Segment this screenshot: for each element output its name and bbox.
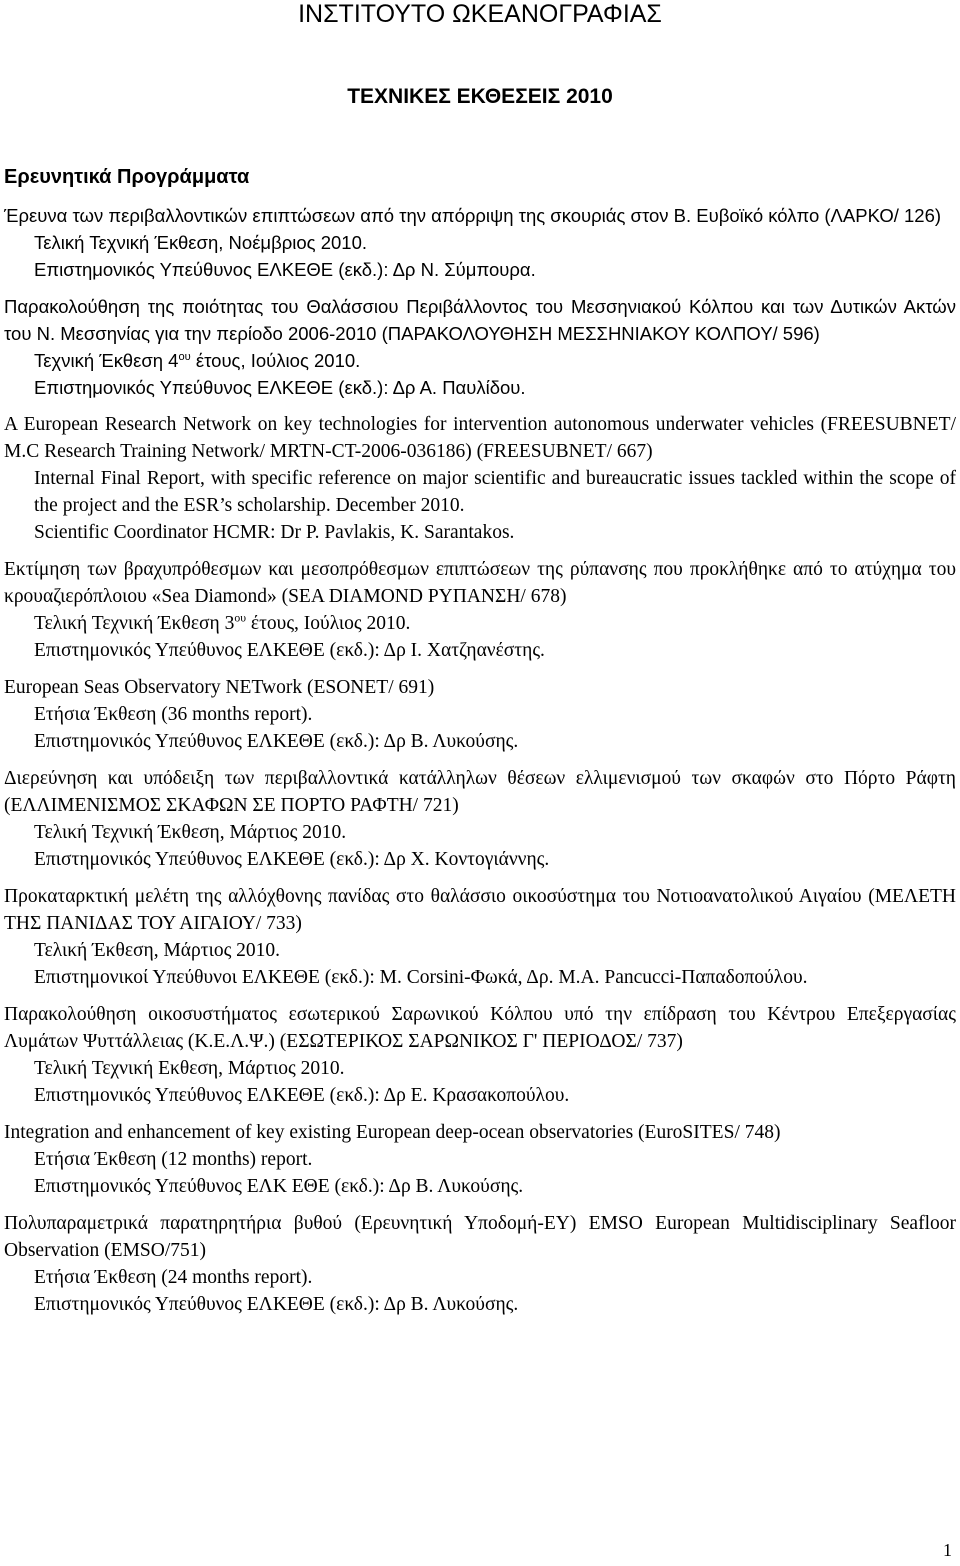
entry-report-suffix: έτους, Ιούλιος 2010. — [190, 350, 361, 371]
entry-coordinator: Επιστημονικός Υπεύθυνος ΕΛΚΕΘΕ (εκδ.): Δρ Β. Λυκούσης. — [34, 1294, 519, 1315]
entry-report-ordinal: ου — [234, 611, 247, 625]
entry-report: Τελική Έκθεση, Μάρτιος 2010. — [34, 940, 281, 961]
entry-coordinator: Επιστημονικός Υπεύθυνος ΕΛΚΕΘΕ (εκδ.): Δρ Ι. Χατζηανέστης. — [34, 640, 545, 661]
entry-title: A European Research Network on key technologies for intervention autonomous underwater vehicles (FREESUBNET/ M.C Research Training Network/ MRTN-CT-2006-036186) (FREESUBNET/ 667) — [4, 414, 956, 462]
entry-report-prefix: Τελική Τεχνική Έκθεση 3 — [34, 613, 235, 634]
entry-report — [4, 347, 956, 374]
entry-title: Προκαταρκτική μελέτη της αλλόχθονης πανίδας στο θαλάσσιο οικοσύστημα του Νοτιοανατολικού Αιγαίου (ΜΕΛΕΤΗ ΤΗΣ ΠΑΝΙΔΑΣ ΤΟΥ ΑΙΓΑΙΟΥ/ 733) — [4, 886, 956, 934]
entry-title: Παρακολούθηση της ποιότητας του Θαλάσσιου Περιβάλλοντος του Μεσσηνιακού Κόλπου και των Δυτικών Ακτών του Ν. Μεσσηνίας για την περίοδο 2006-2010 (ΠΑΡΑΚΟΛΟΥΘΗΣΗ ΜΕΣΣΗΝΙΑΚΟΥ ΚΟΛΠΟΥ/ 596) — [4, 296, 956, 344]
entry-coordinator: Επιστημονικός Υπεύθυνος ΕΛΚΕΘΕ (εκδ.): Δρ Ν. Σύμπουρα. — [34, 259, 536, 280]
entry-title: Εκτίμηση των βραχυπρόθεσμων και μεσοπρόθεσμων επιπτώσεων της ρύπανσης που προκλήθηκε από το ατύχημα του κρουαζιερόπλοιου «Sea Diamond» (SEA DIAMOND ΡΥΠΑΝΣΗ/ 678) — [4, 559, 956, 607]
entry-report — [4, 610, 956, 637]
report-entry — [4, 765, 956, 873]
entry-report: Ετήσια Έκθεση (12 months) report. — [34, 1149, 313, 1170]
report-entry — [4, 1001, 956, 1109]
report-entry — [4, 556, 956, 664]
entry-coordinator: Επιστημονικός Υπεύθυνος ΕΛΚ ΕΘΕ (εκδ.): Δρ Β. Λυκούσης. — [34, 1176, 524, 1197]
entry-title: Έρευνα των περιβαλλοντικών επιπτώσεων από την απόρριψη της σκουριάς στον Β. Ευβοϊκό κόλπο (ΛΑΡΚΟ/ 126) — [4, 205, 942, 226]
report-entry — [4, 202, 956, 283]
entry-coordinator: Scientific Coordinator HCMR: Dr P. Pavlakis, K. Sarantakos. — [34, 522, 515, 543]
document-subtitle: ΤΕΧΝΙΚΕΣ ΕΚΘΕΣΕΙΣ 2010 — [347, 85, 613, 108]
entry-report: Internal Final Report, with specific reference on major scientific and bureaucratic issues tackled within the scope of the project and the ESR’s scholarship. December 2010. — [34, 468, 956, 516]
entry-report: Τελική Τεχνική Έκθεση, Μάρτιος 2010. — [34, 822, 347, 843]
report-entry — [4, 293, 956, 401]
entry-report: Τελική Τεχνική Εκθεση, Μάρτιος 2010. — [34, 1058, 345, 1079]
entry-coordinator: Επιστημονικός Υπεύθυνος ΕΛΚΕΘΕ (εκδ.): Δρ Χ. Κοντογιάννης. — [34, 849, 550, 870]
entry-title: Παρακολούθηση οικοσυστήματος εσωτερικού Σαρωνικού Κόλπου υπό την επίδραση του Κέντρου Επεξεργασίας Λυμάτων Ψυττάλλειας (Κ.Ε.Λ.Ψ.) (ΕΣΩΤΕΡΙΚΟΣ ΣΑΡΩΝΙΚΟΣ Γ' ΠΕΡΙΟΔΟΣ/ 737) — [4, 1004, 956, 1052]
entry-title: European Seas Observatory NETwork (ESONET/ 691) — [4, 677, 435, 698]
document-title: ΙΝΣΤΙΤΟΥΤΟ ΩΚΕΑΝΟΓΡΑΦΙΑΣ — [298, 0, 662, 28]
report-entry — [4, 883, 956, 991]
entry-report-suffix: έτους, Ιούλιος 2010. — [246, 613, 411, 634]
entry-title: Διερεύνηση και υπόδειξη των περιβαλλοντικά κατάλληλων θέσεων ελλιμενισμού των σκαφών στο Πόρτο Ράφτη (ΕΛΛΙΜΕΝΙΣΜΟΣ ΣΚΑΦΩΝ ΣΕ ΠΟΡΤΟ ΡΑΦΤΗ/ 721) — [4, 768, 956, 816]
entry-report: Τελική Τεχνική Έκθεση, Νοέμβριος 2010. — [34, 232, 368, 253]
report-entry — [4, 1119, 956, 1200]
entry-coordinator: Επιστημονικός Υπεύθυνος ΕΛΚΕΘΕ (εκδ.): Δρ Α. Παυλίδου. — [34, 377, 526, 398]
entry-report: Ετήσια Έκθεση (24 months report). — [34, 1267, 313, 1288]
entry-title: Integration and enhancement of key existing European deep-ocean observatories (EuroSITES/ 748) — [4, 1122, 781, 1143]
entry-report-prefix: Τεχνική Έκθεση 4 — [34, 350, 179, 371]
entry-report: Ετήσια Έκθεση (36 months report). — [34, 704, 313, 725]
entry-title: Πολυπαραμετρικά παρατηρητήρια βυθού (Ερευνητική Υποδομή-ΕΥ) EMSO European Multidisciplinary Seafloor Observation (EMSO/751) — [4, 1213, 956, 1261]
report-entry — [4, 411, 956, 546]
section-heading: Ερευνητικά Προγράμματα — [4, 166, 250, 188]
report-entries — [4, 202, 956, 1328]
entry-coordinator: Επιστημονικός Υπεύθυνος ΕΛΚΕΘΕ (εκδ.): Δρ Ε. Κρασακοπούλου. — [34, 1085, 570, 1106]
report-entry — [4, 1210, 956, 1318]
report-entry — [4, 674, 956, 755]
entry-report-ordinal: ου — [178, 350, 191, 363]
entry-coordinator: Επιστημονικοί Υπεύθυνοι ΕΛΚΕΘΕ (εκδ.): Μ. Corsini-Φωκά, Δρ. Μ.Α. Pancucci-Παπαδοπούλου. — [34, 967, 808, 988]
page-number: 1 — [943, 1540, 952, 1560]
entry-coordinator: Επιστημονικός Υπεύθυνος ΕΛΚΕΘΕ (εκδ.): Δρ Β. Λυκούσης. — [34, 731, 519, 752]
